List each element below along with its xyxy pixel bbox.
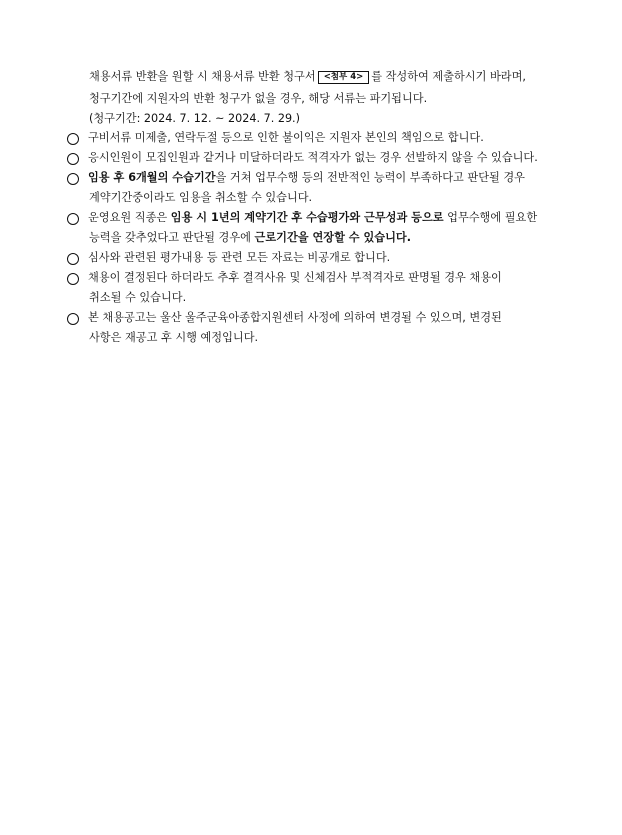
notice-continuation [89, 230, 411, 246]
notice-item: 구비서류 미제출, 연락두절 등으로 인한 불이익은 지원자 본인의 책임으로 합니다. [88, 131, 484, 144]
notice-emphasis: 임용 시 1년의 계약기간 후 수습평가와 근무성과 등으로 [170, 211, 444, 224]
intro-text-a: 채용서류 반환을 원할 시 채용서류 반환 청구서 [89, 70, 316, 83]
intro-line-2: 청구기간에 지원자의 반환 청구가 없을 경우, 해당 서류는 파기됩니다. [89, 92, 428, 105]
notice-item: 채용이 결정된다 하더라도 추후 결격사유 및 신체검사 부적격자로 판명될 경우 채용이 [88, 271, 502, 284]
bullet-circle-icon [67, 213, 79, 225]
notice-item: 본 채용공고는 울산 울주군육아종합지원센터 사정에 의하여 변경될 수 있으며, 변경된 [88, 311, 502, 324]
notice-text: 운영요원 직종은 [88, 211, 171, 224]
intro-period: (청구기간: 2024. 7. 12. ~ 2024. 7. 29.) [89, 112, 300, 125]
notice-text: 업무수행에 필요한 [443, 211, 538, 224]
notice-item [88, 170, 525, 186]
notice-text: 능력을 갖추었다고 판단될 경우에 [89, 231, 255, 244]
bullet-circle-icon [67, 173, 79, 185]
notice-continuation: 취소될 수 있습니다. [89, 291, 187, 304]
intro-text-b: 를 작성하여 제출하시기 바라며, [371, 70, 526, 83]
bullet-circle-icon [67, 253, 79, 265]
notice-item: 심사와 관련된 평가내용 등 관련 모든 자료는 비공개로 합니다. [88, 251, 391, 264]
attachment-badge: <첨부 4> [318, 71, 370, 84]
bullet-circle-icon [67, 153, 79, 165]
intro-line-1 [89, 69, 526, 85]
notice-item [88, 210, 537, 226]
notice-item: 응시인원이 모집인원과 같거나 미달하더라도 적격자가 없는 경우 선발하지 않을 수 있습니다. [88, 151, 538, 164]
notice-continuation: 사항은 재공고 후 시행 예정입니다. [89, 331, 259, 344]
bullet-circle-icon [67, 133, 79, 145]
bullet-circle-icon [67, 313, 79, 325]
notice-text: 을 거쳐 업무수행 등의 전반적인 능력이 부족하다고 판단될 경우 [215, 171, 525, 184]
notice-emphasis: 근로기간을 연장할 수 있습니다. [254, 231, 411, 244]
notice-emphasis: 임용 후 6개월의 수습기간 [88, 171, 216, 184]
bullet-circle-icon [67, 273, 79, 285]
notice-continuation: 계약기간중이라도 임용을 취소할 수 있습니다. [89, 191, 313, 204]
